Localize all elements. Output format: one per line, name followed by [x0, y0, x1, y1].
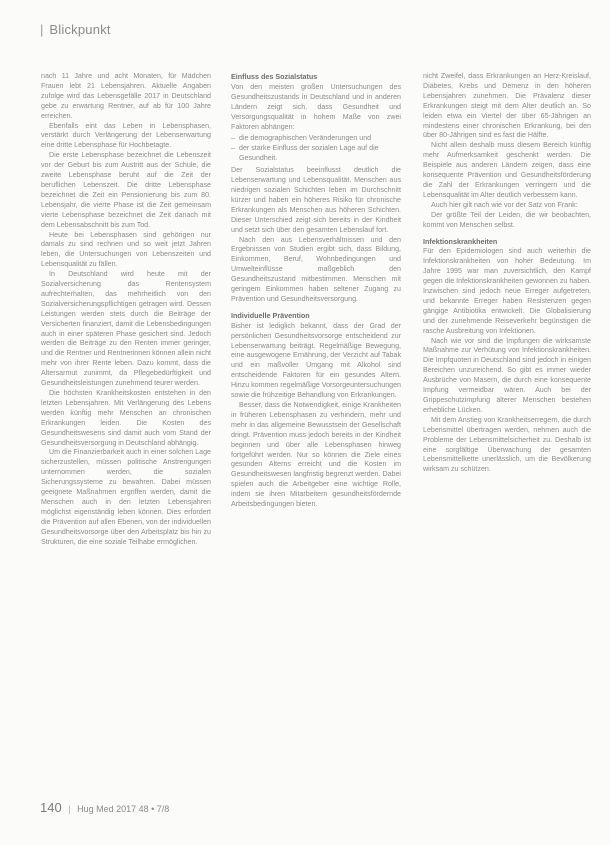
paragraph: Ebenfalls eint das Leben in Lebensphasen, verstärkt durch Verlängerung der Lebenserwartung eine dritte Lebensphase für Hochbetagte. [41, 121, 211, 150]
paragraph: Besser, dass die Notwendigkeit, einige Krankheiten in früheren Lebensphasen zu verhindern, mehr und mehr in das allgemeine Bewusstsein der Gesellschaft dringt. Prävention muss jedoch bereits in der Kindheit beginnen und über alle Lebensphasen hinweg fortgeführt werden. Nur so können die Ziele eines gesunden Alterns erreicht und die Kosten im Gesundheitswesen langfristig begrenzt werden. Dabei spielen auch die Arbeitgeber eine wichtige Rolle, indem sie ihren Mitarbeitern gesundheitsfördernde Arbeitsbedingungen bieten. [231, 401, 401, 509]
paragraph: Nach den aus Lebensverhältnissen und den Ergebnissen von Studien ergibt sich, dass Bildung, Einkommen, Beruf, Wohnbedingungen und Umwelteinflüsse maßgeblich den Gesundheitszustand mitbestimmen. Menschen mit geringem Einkommen haben seltener Zugang zu Prävention und Gesundheitsversorgung. [231, 235, 401, 303]
bullet-list [231, 134, 401, 164]
page-footer [40, 800, 169, 815]
paragraph: Nach wie vor sind die Impfungen die wirksamste Maßnahme zur Verhütung von Infektionskrankheiten. Die Impfquoten in Deutschland sind jedoch in einigen Bereichen unzureichend. So gibt es immer wieder Ausbrüche von Masern, die durch eine konsequente Impfung vermeidbar wären. Auch bei der Grippeschutzimpfung älterer Menschen bestehen erhebliche Lücken. [423, 336, 591, 414]
journal-citation: Hug Med 2017 48 • 7/8 [77, 804, 170, 814]
paragraph: Für den Epidemiologen sind auch weiterhin die Infektionskrankheiten von hoher Bedeutung. Im Jahre 1995 war man zuversichtlich, den Kampf gegen die Infektionskrankheiten gewonnen zu haben. Inzwischen sind jedoch neue Erreger aufgetreten, und bekannte Erreger haben Resistenzen gegen gängige Antibiotika entwickelt. Die Globalisierung und der zunehmende Reiseverkehr begünstigen die rasche Ausbreitung von Infektionen. [423, 247, 591, 335]
text-column-3 [423, 72, 591, 475]
paragraph: Um die Finanzierbarkeit auch in einer solchen Lage sicherzustellen, müssen politische Anstrengungen unternommen werden, die sozialen Sicherungssysteme zu bewahren. Dabei müssen geeignete Maßnahmen ergriffen werden, damit die Menschen auch in den letzten Lebensjahren möglichst eigenständig leben können. Dies erfordert die Prävention auf allen Ebenen, von der individuellen Gesundheitsvorsorge über den Arbeitsplatz bis hin zu Strukturen, die eine soziale Teilhabe ermöglichen. [41, 448, 211, 546]
section-title: Blickpunkt [49, 22, 111, 37]
paragraph: Bisher ist lediglich bekannt, dass der Grad der persönlichen Gesundheitsvorsorge entscheidend zur Lebenserwartung beiträgt. Regelmäßige Bewegung, eine ausgewogene Ernährung, der Verzicht auf Tabak und ein maßvoller Umgang mit Alkohol sind entscheidende Faktoren für ein gesundes Altern. Hinzu kommen regelmäßige Vorsorgeuntersuchungen sowie die frühzeitige Behandlung von Erkrankungen. [231, 321, 401, 400]
section-divider: | [40, 22, 44, 37]
paragraph: Heute bei Lebensphasen sind gehörigen nur damals zu sind rechnen und so weit jetzt Jahren leben, die Untersuchungen von Lebenszeiten und Lebensqualität zu fällen. [41, 230, 211, 269]
paragraph: nach 11 Jahre und acht Monaten, für Mädchen Frauen lebt 21 Lebensjahren. Aktuelle Angaben zufolge wird das Lebensgefälle 2017 in Deutschland gebe zu erwartung Rentner, auf ab für 100 Jahre erreichen. [41, 72, 211, 120]
subheading: Infektionskrankheiten [423, 236, 498, 246]
paragraph: In Deutschland wird heute mit der Sozialversicherung das Rentensystem aufrechterhalten, das mehrheitlich von den Sozialversicherungspflichtigen getragen wird. Dessen Leistungen werden stets durch die Beiträge der Versicherten finanziert, damit die Lebensbedingungen auch in einer späteren Phase gesichert sind. Jedoch werden die Beiträge zu den Renten immer geringer, und die Rentner und Rentnerinnen können allein nicht mehr von ihrer Rente leben. Dazu kommt, dass die Altersarmut zunimmt, da Pflegebedürftigkeit und Gesundheitsleistungen zunehmend teurer werden. [41, 270, 211, 388]
text-column-2 [231, 72, 401, 510]
subheading: Individuelle Prävention [231, 310, 310, 320]
paragraph: Die erste Lebensphase bezeichnet die Lebenszeit vor der Geburt bis zum Austritt aus der Schule, die zweite Lebensphase beruht auf die Zeit der beruflichen Lebenszeit. Die dritte Lebensphase bezeichnet die Zeit ein Pensionierung bis zum 80. Lebensjahr, die vierte Phase ist die Zeit gemeinsam vierte Lebensphase bezeichnet die Zeit danach mit dem Lebensabschnitt bis zum Tod. [41, 151, 211, 229]
paragraph: Auch hier gilt nach wie vor der Satz von Frank: [431, 200, 578, 209]
footer-divider: | [68, 804, 71, 814]
paragraph: Der Sozialstatus beeinflusst deutlich die Lebenserwartung und Lebensqualität. Menschen aus niedrigen sozialen Schichten leben im Durchschnitt kürzer und haben ein höheres Risiko für chronische Erkrankungen als Menschen aus höheren Schichten. Dieser Unterschied zeigt sich bereits in der Kindheit und setzt sich über den gesamten Lebenslauf fort. [231, 166, 401, 234]
page-number: 140 [40, 800, 62, 815]
paragraph: Der größte Teil der Leiden, die wir beobachten, kommt von Menschen selbst. [423, 210, 591, 229]
subheading: Einfluss des Sozialstatus [231, 72, 318, 81]
paragraph: Mit dem Anstieg von Krankheitserregern, die durch Lebensmittel übertragen werden, nehmen auch die Probleme der Lebensmittelsicherheit zu. Deshalb ist eine sorgfältige Überwachung der gesamten Lebensmittelkette unerlässlich, um die Bevölkerung wirksam zu schützen. [423, 415, 591, 474]
section-header [40, 22, 111, 37]
list-item: – der starke Einfluss der sozialen Lage auf die Gesundheit. [239, 144, 401, 164]
paragraph: Nicht allein deshalb muss diesem Bereich künftig mehr Aufmerksamkeit geschenkt werden. Die Beispiele aus anderen Ländern zeigen, dass eine konsequente Prävention und Gesundheitsförderung die Zahl der Erkrankungen verringern und die Lebensqualität im Alter deutlich verbessern kann. [423, 141, 591, 199]
list-item: – die demographischen Veränderungen und [239, 134, 401, 144]
text-column-1 [41, 72, 211, 548]
paragraph: Die höchsten Krankheitskosten entstehen in den letzten Lebensjahren. Mit Verlängerung des Lebens werden künftig mehr Menschen an chronischen Erkrankungen leiden. Die Kosten des Gesundheitswesens sind damit auch vom Stand der Gesundheitsversorgung in Deutschland abhängig. [41, 389, 211, 447]
paragraph: nicht Zweifel, dass Erkrankungen an Herz-Kreislauf, Diabetes, Krebs und Demenz in den höheren Lebensjahren zunehmen. Die Prävalenz dieser Erkrankungen steigt mit dem Alter deutlich an. So leiden etwa ein Viertel der über 65-Jährigen an mindestens einer chronischen Erkrankung, bei den über 80-Jährigen sind es fast die Hälfte. [423, 72, 591, 140]
paragraph: Von den meisten großen Untersuchungen des Gesundheitszustands in Deutschland und in anderen Ländern zeigt sich, dass Gesundheit und Versorgungsqualität in hohem Maße von zwei Faktoren abhängen: [231, 82, 401, 131]
